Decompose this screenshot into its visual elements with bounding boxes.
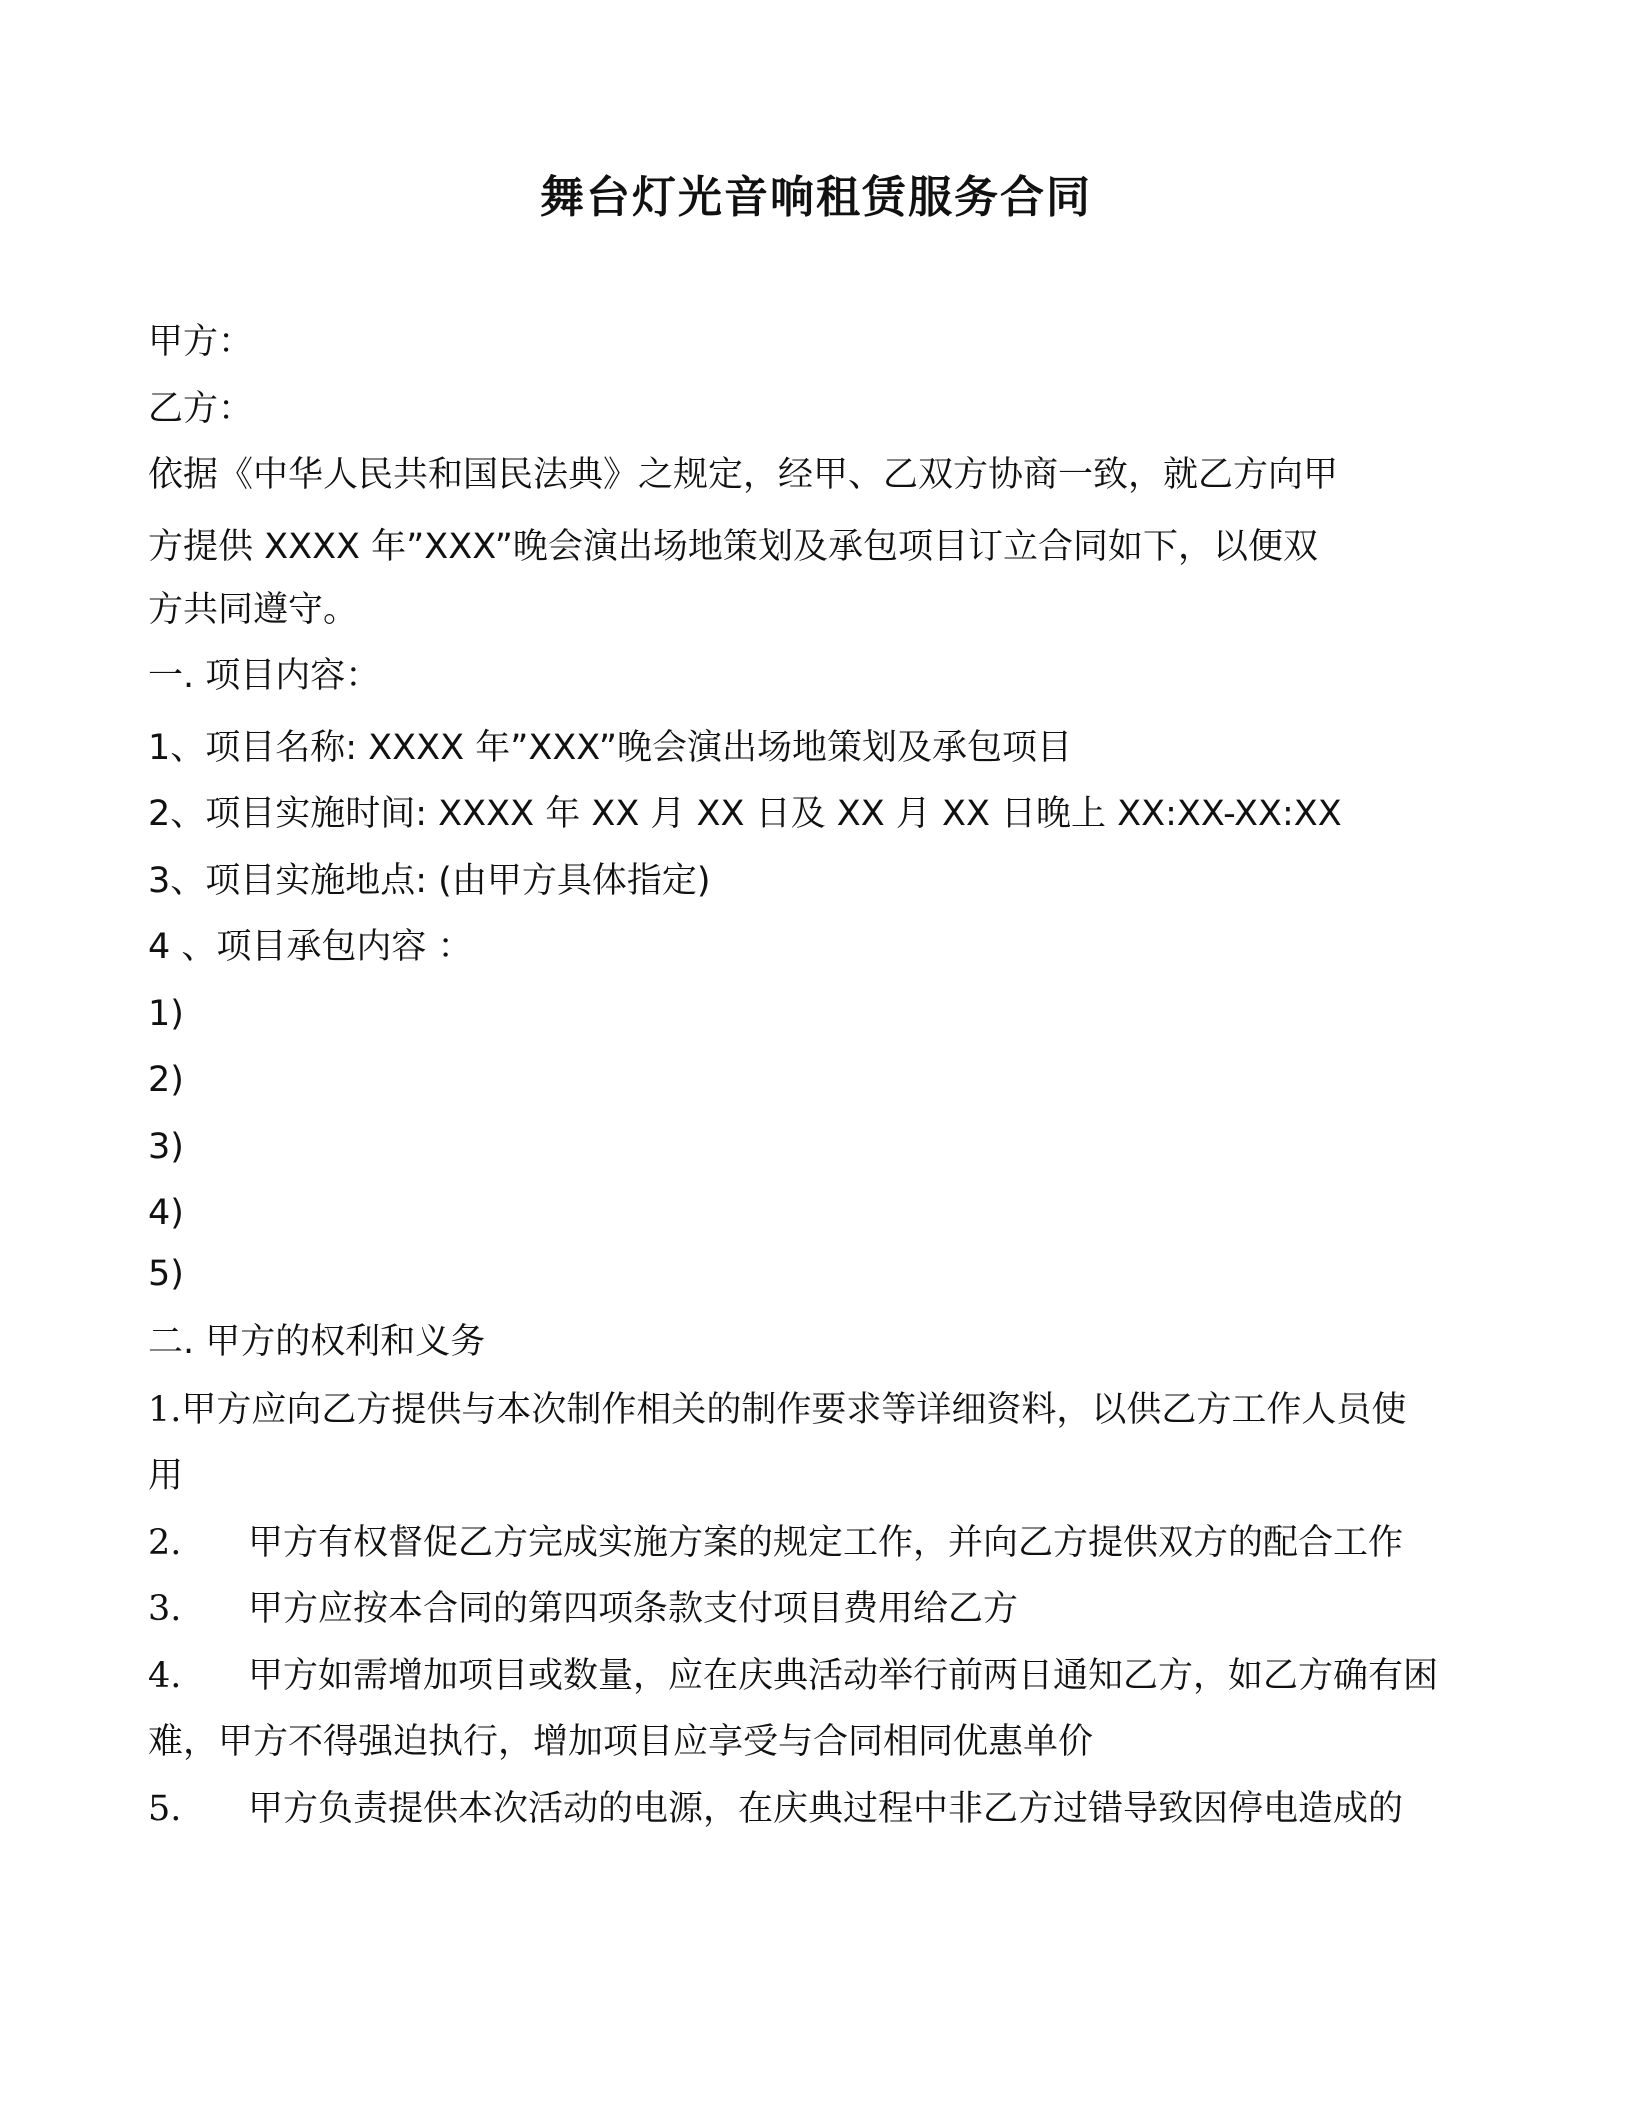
page-title: 舞台灯光音响租赁服务合同 [540, 172, 1092, 223]
section-1-item-name: 1、项目名称: XXXX 年”XXX”晚会演出场地策划及承包项目 [148, 728, 1072, 768]
clause-3-number: 3. [148, 1589, 182, 1629]
clause-4-line-2: 难，甲方不得强迫执行，增加项目应享受与合同相同优惠单价 [148, 1722, 1094, 1762]
clause-1-text: 甲方应向乙方提供与本次制作相关的制作要求等详细资料，以供乙方工作人员使 [181, 1390, 1407, 1430]
clause-2 [148, 1519, 1498, 1567]
section-1-heading: 一. 项目内容： [148, 656, 381, 696]
intro-line-3: 方共同遵守。 [148, 590, 359, 630]
scope-subitem-2: 2) [148, 1060, 184, 1100]
scope-subitem-1: 1) [148, 994, 184, 1034]
clause-3 [148, 1585, 1498, 1633]
clause-4-number: 4. [148, 1656, 182, 1696]
clause-5-text: 甲方负责提供本次活动的电源，在庆典过程中非乙方过错导致因停电造成的 [248, 1789, 1404, 1829]
scope-subitem-4: 4) [148, 1193, 184, 1233]
clause-1-number: 1. [148, 1390, 182, 1430]
section-2-heading: 二. 甲方的权利和义务 [148, 1322, 486, 1362]
section-1-item-scope: 4 、项目承包内容 ： [148, 927, 473, 967]
clause-2-text: 甲方有权督促乙方完成实施方案的规定工作，并向乙方提供双方的配合工作 [248, 1523, 1404, 1563]
scope-subitem-5: 5) [148, 1254, 184, 1294]
clause-2-number: 2. [148, 1523, 182, 1563]
party-b-label: 乙方： [148, 389, 254, 429]
clause-1-line-2: 用 [148, 1456, 184, 1496]
clause-5 [148, 1785, 1498, 1833]
clause-3-text: 甲方应按本合同的第四项条款支付项目费用给乙方 [248, 1589, 1019, 1629]
clause-4-line-1 [148, 1652, 1498, 1700]
section-1-item-location: 3、项目实施地点: (由甲方具体指定) [148, 861, 711, 901]
section-1-item-time: 2、项目实施时间: XXXX 年 XX 月 XX 日及 XX 月 XX 日晚上 XX:XX-XX:XX [148, 794, 1342, 834]
intro-line-1: 依据《中华人民共和国民法典》之规定，经甲、乙双方协商一致，就乙方向甲 [148, 455, 1339, 495]
intro-line-2: 方提供 XXXX 年”XXX”晚会演出场地策划及承包项目订立合同如下，以便双 [148, 527, 1318, 567]
scope-subitem-3: 3) [148, 1127, 184, 1167]
clause-4-text: 甲方如需增加项目或数量，应在庆典活动举行前两日通知乙方，如乙方确有困 [248, 1656, 1439, 1696]
clause-5-number: 5. [148, 1789, 182, 1829]
party-a-label: 甲方： [148, 322, 254, 362]
clause-1-line-1 [148, 1386, 1498, 1434]
